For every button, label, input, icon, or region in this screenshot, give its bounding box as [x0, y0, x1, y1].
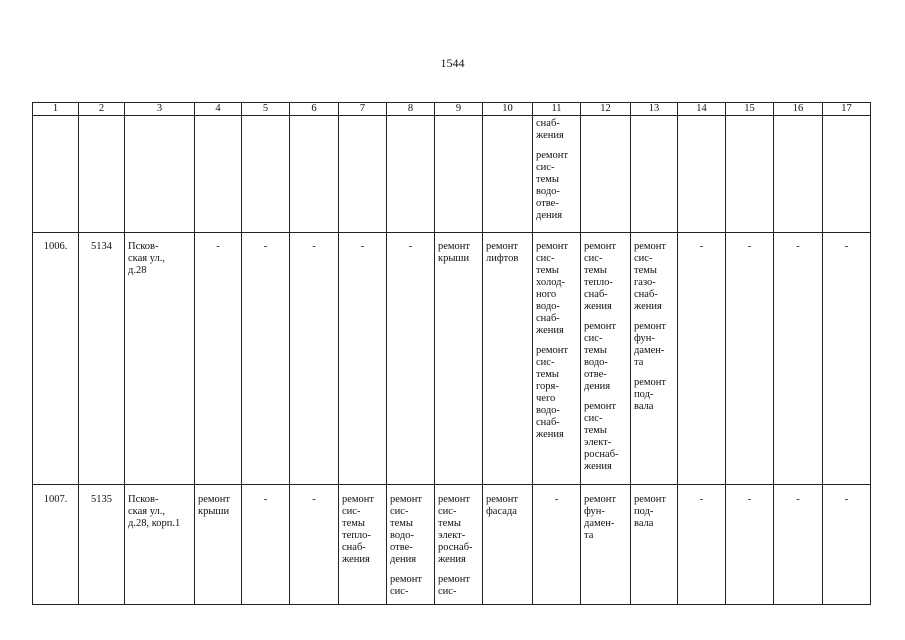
address-cell — [125, 485, 195, 605]
table-cell — [581, 116, 631, 233]
table-cell — [339, 485, 387, 605]
table-cell — [581, 485, 631, 605]
table-cell — [79, 116, 125, 233]
table-cell — [631, 116, 678, 233]
column-number: 12 — [581, 103, 631, 116]
repair-schedule-table — [32, 102, 871, 605]
dash-cell: - — [533, 485, 581, 605]
column-number: 5 — [242, 103, 290, 116]
dash-cell: - — [387, 233, 435, 485]
work-item: ремонт крыши — [198, 494, 231, 517]
table-cell — [774, 116, 823, 233]
table-row-continuation — [33, 116, 871, 233]
table-cell — [387, 485, 435, 605]
work-item: ремонт сис- темы тепло- снаб- жения — [342, 494, 375, 565]
work-item: ремонт сис- темы холод- ного водо- снаб- жения — [536, 241, 569, 336]
column-number: 8 — [387, 103, 435, 116]
column-number: 1 — [33, 103, 79, 116]
work-item: ремонт сис- темы элект- роснаб- жения — [584, 401, 619, 472]
dash-cell: - — [339, 233, 387, 485]
column-number: 3 — [125, 103, 195, 116]
work-item: ремонт сис- темы газо- снаб- жения — [634, 241, 667, 312]
address: Псков- ская ул., д.28, корп.1 — [128, 494, 181, 529]
column-number: 11 — [533, 103, 581, 116]
column-number-row — [33, 103, 871, 116]
dash-cell: - — [823, 485, 871, 605]
dash-cell: - — [242, 233, 290, 485]
building-code: 5135 — [79, 485, 125, 605]
column-number: 10 — [483, 103, 533, 116]
table-cell — [387, 116, 435, 233]
address: Псков- ская ул., д.28 — [128, 241, 165, 276]
work-item: ремонт фун- дамен- та — [634, 321, 667, 368]
table-cell — [435, 233, 483, 485]
dash-cell: - — [774, 233, 823, 485]
table-cell — [242, 116, 290, 233]
dash-cell: - — [242, 485, 290, 605]
dash-cell: - — [290, 233, 339, 485]
dash-cell: - — [726, 233, 774, 485]
work-item: ремонт сис- — [438, 574, 471, 597]
table-row — [33, 485, 871, 605]
work-item: ремонт под- вала — [634, 494, 667, 529]
work-item: ремонт сис- темы элект- роснаб- жения — [438, 494, 473, 565]
table-cell — [195, 116, 242, 233]
column-number: 6 — [290, 103, 339, 116]
dash-cell: - — [726, 485, 774, 605]
dash-cell: - — [823, 233, 871, 485]
building-code: 5134 — [79, 233, 125, 485]
column-number: 9 — [435, 103, 483, 116]
table-cell — [33, 116, 79, 233]
table-cell — [195, 485, 242, 605]
column-number: 17 — [823, 103, 871, 116]
column-number: 16 — [774, 103, 823, 116]
table-cell — [483, 233, 533, 485]
work-item: ремонт лифтов — [486, 241, 519, 264]
column-number: 13 — [631, 103, 678, 116]
work-item: ремонт под- вала — [634, 377, 667, 412]
work-item: ремонт фасада — [486, 494, 519, 517]
work-item: ремонт сис- темы водо- отве- дения — [584, 321, 617, 392]
table-row — [33, 233, 871, 485]
table-cell — [631, 233, 678, 485]
table-cell — [290, 116, 339, 233]
dash-cell: - — [290, 485, 339, 605]
address-cell — [125, 233, 195, 485]
column-number: 7 — [339, 103, 387, 116]
work-item: ремонт крыши — [438, 241, 471, 264]
table-cell — [726, 116, 774, 233]
dash-cell: - — [678, 233, 726, 485]
table-cell — [339, 116, 387, 233]
table-cell — [678, 116, 726, 233]
column-number: 14 — [678, 103, 726, 116]
dash-cell: - — [678, 485, 726, 605]
table-cell — [483, 485, 533, 605]
work-item: ремонт сис- темы водо- отве- дения — [536, 150, 569, 221]
work-item: ремонт сис- темы горя- чего водо- снаб- жения — [536, 345, 569, 440]
table-cell — [125, 116, 195, 233]
table-cell — [533, 233, 581, 485]
dash-cell: - — [774, 485, 823, 605]
table-cell — [435, 485, 483, 605]
table-cell — [823, 116, 871, 233]
table-cell — [581, 233, 631, 485]
table-cell — [483, 116, 533, 233]
work-item: ремонт сис- темы водо- отве- дения — [390, 494, 423, 565]
page-number: 1544 — [440, 56, 465, 70]
table-cell — [435, 116, 483, 233]
column-number: 2 — [79, 103, 125, 116]
row-number: 1006. — [33, 233, 79, 485]
dash-cell: - — [195, 233, 242, 485]
column-number: 4 — [195, 103, 242, 116]
row-number: 1007. — [33, 485, 79, 605]
work-item: ремонт сис- темы тепло- снаб- жения — [584, 241, 617, 312]
column-number: 15 — [726, 103, 774, 116]
table-cell — [631, 485, 678, 605]
table-cell — [533, 116, 581, 233]
work-item: ремонт фун- дамен- та — [584, 494, 617, 541]
work-item: снаб- жения — [536, 118, 564, 141]
work-item: ремонт сис- — [390, 574, 423, 597]
